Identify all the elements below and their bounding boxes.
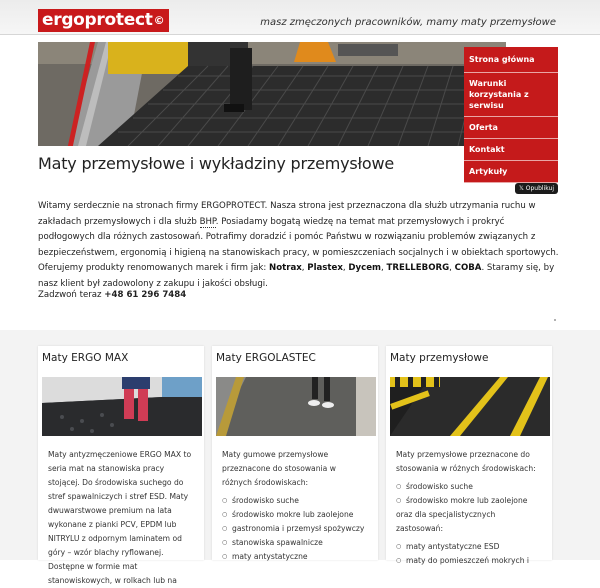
card-title[interactable]: Maty przemysłowe — [390, 352, 489, 364]
feature-list — [222, 494, 368, 564]
intro-text-2: . Posiadamy bogatą wiedzę na temat mat przemysłowych i prokryć podłogowych dla różnych zastosowań. Potrafimy doradzić i pomóc Państwu w rozwiązaniu problemów związanych z bezpieczeństwem, ergonomią i higieną na stanowiskach pracy, w pomieszczeniach socjalnych i w obiektach sportowych. Oferujemy produkty renomowanych marek i firm jak: — [38, 216, 559, 273]
card-text — [222, 448, 368, 564]
list-item: ○ środowisko suche — [396, 480, 542, 494]
card-title[interactable]: Maty ERGO MAX — [42, 352, 129, 364]
list-item: ○ gastronomia i przemysł spożywczy — [222, 522, 368, 536]
list-item: ○ maty antystatyczne ESD — [396, 540, 542, 554]
card-image[interactable] — [216, 377, 376, 436]
card-text: Maty antyzmęczeniowe ERGO MAX to seria mat na stanowiska pracy stojącej. Do środowiska suchego do stref spawalniczych i stref ESD. Maty dwuwarstwowe premium na lata wykonane z pianki PCV, EPDM lub NITRYLU z odpornym laminatem od góry – wzór blachy ryflowanej. Dostępne w formie mat stanowiskowych, w rolkach lub na — [48, 450, 192, 585]
divider-dot — [554, 319, 556, 321]
brand-plastex: Plastex — [307, 263, 343, 273]
logo[interactable] — [38, 9, 169, 32]
bhp-abbreviation[interactable]: BHP — [199, 216, 216, 227]
card-image[interactable] — [42, 377, 202, 436]
card-intro: Maty gumowe przemysłowe przeznacone do stosowania w różnych środowiskach: — [222, 450, 336, 487]
nav-item-terms[interactable]: Warunki korzystania z serwisu — [464, 73, 558, 117]
call-line — [38, 290, 186, 300]
nav-item-articles[interactable]: Artykuły — [464, 161, 558, 183]
intro-text-end: . Staramy się, by nasz klient był zadowolony z zakupu i jakości obsługi. — [38, 263, 555, 289]
brand-coba: COBA — [454, 263, 482, 273]
card-subintro: oraz dla specjalistycznych zastosowań: — [396, 510, 496, 533]
page-title: Maty przemysłowe i wykładziny przemysłowe — [38, 154, 394, 173]
logo-text: ergoprotect — [42, 10, 153, 30]
card-image[interactable] — [390, 377, 550, 436]
list-item: ○ maty antystatyczne — [222, 550, 368, 564]
card-intro: Maty przemysłowe przeznacone do stosowania w różnych środowiskach: — [396, 450, 536, 473]
intro-text-1: Witamy serdecznie na stronach firmy ERGOPROTECT. Nasza strona jest przeznaczona dla służb utrzymania ruchu w zakładach przemysłowych i dla służb — [38, 201, 536, 227]
card-title[interactable]: Maty ERGOLASTEC — [216, 352, 316, 364]
x-logo-icon: 𝕏 — [519, 185, 524, 192]
phone-number[interactable]: +48 61 296 7484 — [104, 290, 187, 300]
hero-image — [38, 42, 506, 146]
nav-item-offer[interactable]: Oferta — [464, 117, 558, 139]
card-text — [396, 448, 542, 568]
tweet-button[interactable] — [515, 183, 558, 194]
tagline: masz zmęczonych pracowników, mamy maty przemysłowe — [260, 17, 556, 28]
nav-item-contact[interactable]: Kontakt — [464, 139, 558, 161]
list-item: ○ środowisko suche — [222, 494, 368, 508]
nav-item-home[interactable]: Strona główna — [464, 47, 558, 73]
card-ergo-max[interactable] — [38, 346, 204, 585]
list-item: ○ maty do pomieszczeń mokrych i — [396, 554, 542, 568]
brand-trelleborg: TRELLEBORG — [386, 263, 450, 273]
feature-list — [396, 480, 542, 508]
top-bar — [0, 0, 600, 35]
logo-copyright-mark: © — [153, 14, 165, 27]
list-item: ○ stanowiska spawalnicze — [222, 536, 368, 550]
feature-list-2 — [396, 540, 542, 568]
call-label: Zadzwoń teraz — [38, 290, 102, 300]
card-industrial-mats[interactable] — [386, 346, 552, 565]
card-ergolastec[interactable] — [212, 346, 378, 560]
tweet-button-label: Opublikuj — [525, 185, 555, 192]
brand-notrax: Notrax — [269, 263, 302, 273]
list-item: ○ środowisko mokre lub zaolejone — [396, 494, 542, 508]
intro-paragraph: Witamy serdecznie na stronach firmy ERGOPROTECT. Nasza strona jest przeznaczona dla służb utrzymania ruchu w zakładach przemysłowych i dla służb BHP. Posiadamy bogatą wiedzę na temat mat przemysłowych i prokryć podłogowych dla różnych zastosowań. Potrafimy doradzić i pomóc Państwu w rozwiązaniu problemów związanych z bezpieczeństwem, ergonomią i higieną na stanowiskach pracy, w pomieszczeniach socjalnych i w obiektach sportowych. Oferujemy produkty renomowanych marek i firm jak: Notrax, Plastex, Dycem, TRELLEBORG, COBA. Staramy się, by nasz klient był zadowolony z zakupu i jakości obsługi. — [38, 201, 559, 289]
list-item: ○ środowisko mokre lub zaolejone — [222, 508, 368, 522]
brand-dycem: Dycem — [348, 263, 381, 273]
main-nav — [464, 47, 558, 183]
